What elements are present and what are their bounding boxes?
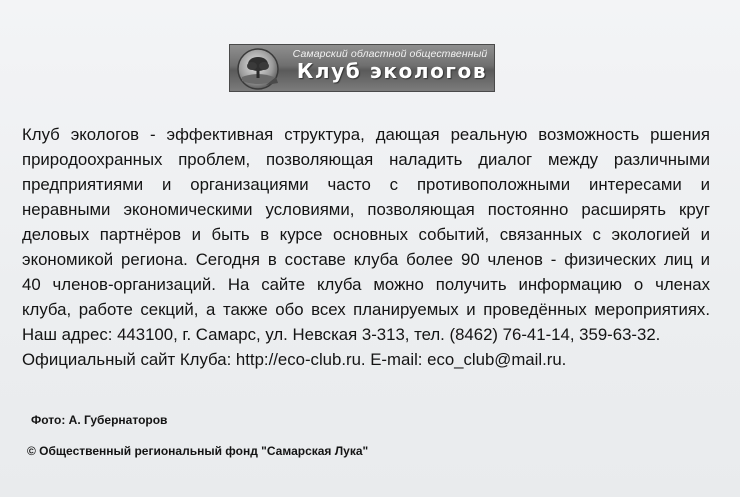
photo-credit: Фото: А. Губернаторов bbox=[31, 413, 168, 427]
website-line: Официальный сайт Клуба: http://eco-club.ru. E-mail: eco_club@mail.ru. bbox=[22, 350, 567, 369]
copyright-notice: © Общественный региональный фонд "Самарская Лука" bbox=[27, 444, 369, 458]
description-line: Клуб экологов - эффективная структура, дающая реальную возможность ршения bbox=[22, 125, 710, 144]
club-description bbox=[22, 122, 710, 372]
description-line: клуба, работе секций, а также обо всех планируемых и проведённых мероприятиях. bbox=[22, 300, 710, 319]
logo-subtitle: Самарский областной общественный bbox=[292, 48, 488, 60]
description-line: деловых партнёров и быть в курсе основных событий, связанных с экологией и bbox=[22, 225, 710, 244]
club-logo-banner bbox=[229, 44, 495, 92]
description-line: 40 членов-организаций. На сайте клуба можно получить информацию о членах bbox=[22, 275, 710, 294]
logo-title: Клуб экологов bbox=[296, 59, 488, 83]
description-line: неравными экономическими условиями, позволяющая постоянно расширять круг bbox=[22, 200, 710, 219]
description-line: предприятиями и организациями часто с противоположными интересами и bbox=[22, 175, 710, 194]
tree-globe-icon bbox=[236, 47, 280, 91]
description-line: экономикой региона. Сегодня в составе клуба более 90 членов - физических лиц и bbox=[22, 250, 710, 269]
description-line: природоохранных проблем, позволяющая наладить диалог между различными bbox=[22, 150, 710, 169]
address-line: Наш адрес: 443100, г. Самарс, ул. Невская 3-313, тел. (8462) 76-41-14, 359-63-32. bbox=[22, 325, 661, 344]
